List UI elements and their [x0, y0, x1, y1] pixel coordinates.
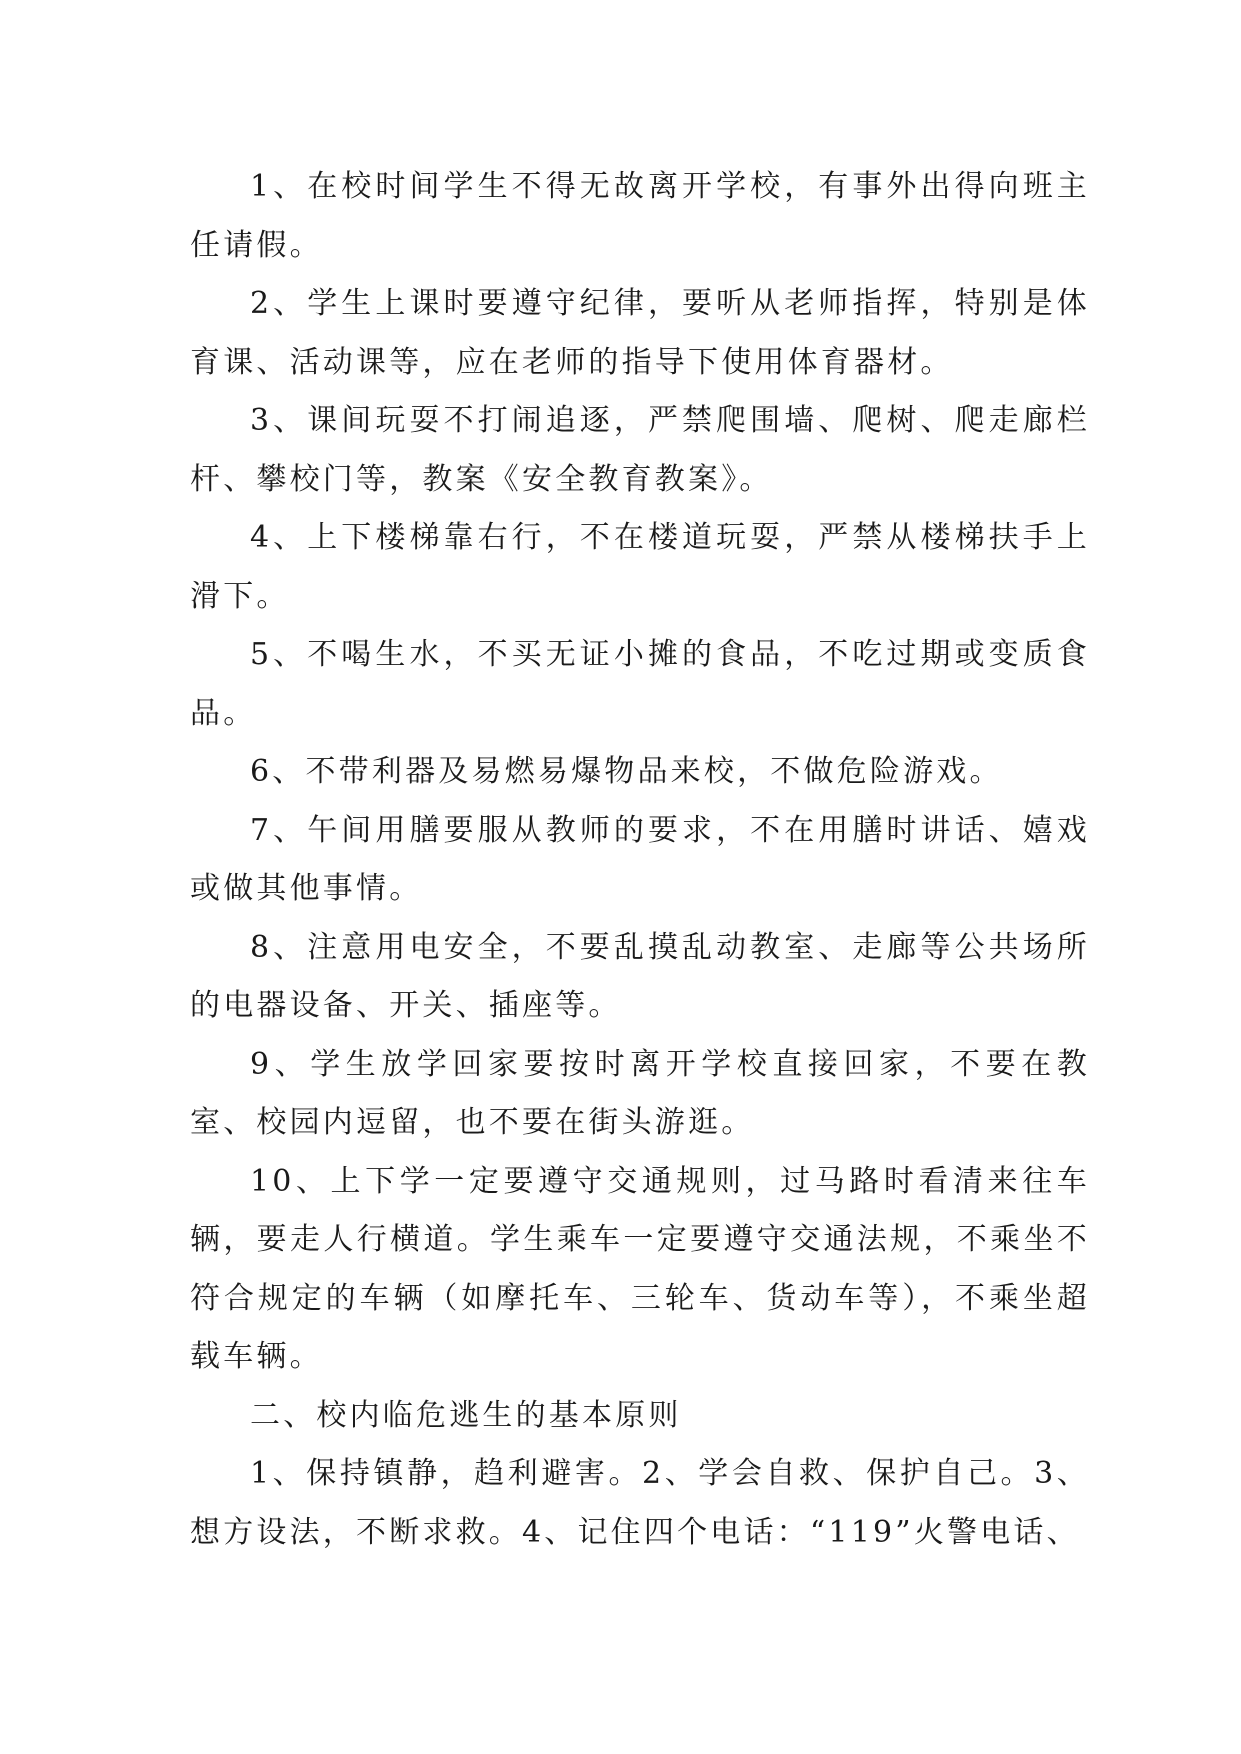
paragraph-rule-2: 2、学生上课时要遵守纪律，要听从老师指挥，特别是体育课、活动课等，应在老师的指导下使用体育器材。 — [190, 286, 1090, 380]
paragraph-rule-1: 1、在校时间学生不得无故离开学校，有事外出得向班主任请假。 — [190, 169, 1090, 263]
paragraph-rule-9: 9、学生放学回家要按时离开学校直接回家，不要在教室、校园内逗留，也不要在街头游逛。 — [190, 1046, 1090, 1140]
paragraph-rule-6: 6、不带利器及易燃易爆物品来校，不做危险游戏。 — [250, 754, 1003, 789]
paragraph-rule-8: 8、注意用电安全，不要乱摸乱动教室、走廊等公共场所的电器设备、开关、插座等。 — [190, 929, 1090, 1023]
paragraph-rule-10: 10、上下学一定要遵守交通规则，过马路时看清来往车辆，要走人行横道。学生乘车一定要遵守交通法规，不乘坐不符合规定的车辆（如摩托车、三轮车、货动车等），不乘坐超载车辆。 — [190, 1163, 1090, 1374]
paragraph-rule-3: 3、课间玩耍不打闹追逐，严禁爬围墙、爬树、爬走廊栏杆、攀校门等，教案《安全教育教案》。 — [190, 403, 1090, 497]
paragraph-rule-4: 4、上下楼梯靠右行，不在楼道玩耍，严禁从楼梯扶手上滑下。 — [190, 520, 1090, 614]
paragraph-rule-5: 5、不喝生水，不买无证小摊的食品，不吃过期或变质食品。 — [190, 637, 1090, 731]
paragraph-principles: 1、保持镇静，趋利避害。2、学会自救、保护自己。3、想方设法，不断求救。4、记住四个电话：“119”火警电话、 — [190, 1456, 1090, 1550]
document-body — [190, 158, 1090, 1562]
paragraph-rule-7: 7、午间用膳要服从教师的要求，不在用膳时讲话、嬉戏或做其他事情。 — [190, 812, 1090, 906]
section-heading: 二、校内临危逃生的基本原则 — [250, 1397, 682, 1433]
